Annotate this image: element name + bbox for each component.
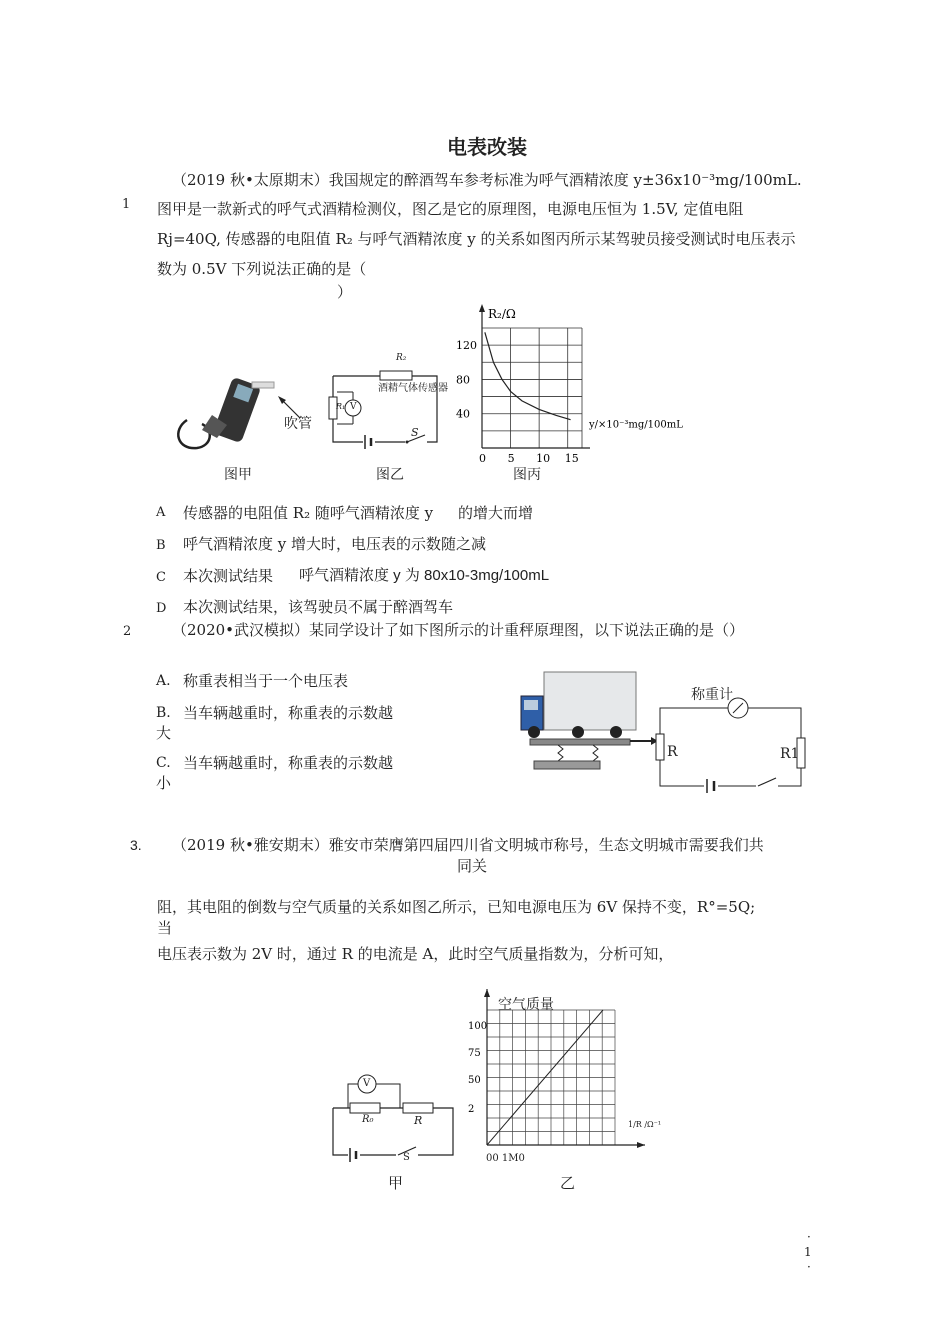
page-number: 1 — [804, 1245, 812, 1259]
switch-label: S — [403, 1152, 410, 1163]
option-d-text: 本次测试结果，该驾驶员不属于醉酒驾车 — [183, 598, 454, 616]
option-a-text: 传感器的电阻值 R₂ 随呼气酒精浓度 y — [183, 504, 434, 522]
y-tick-label: 50 — [468, 1075, 481, 1086]
spring — [593, 745, 598, 761]
q1-close-paren: ） — [337, 283, 353, 301]
y-tick-label: 120 — [456, 339, 477, 353]
r1-label: R1 — [780, 746, 800, 762]
graph-origin: 00 1M0 — [486, 1153, 525, 1164]
option-letter: B. — [156, 705, 171, 721]
q1-stem-line3: Rj=40Q, 传感器的电阻值 R₂ 与呼气酒精浓度 y 的关系如图丙所示某驾驶员接受测试时电压表示 — [157, 230, 796, 248]
fig-yi-caption: 乙 — [560, 1174, 576, 1192]
q3-stem-wrap: 同关 — [457, 857, 488, 875]
truck-wheel — [528, 726, 540, 738]
y-axis-arrow — [479, 304, 485, 312]
x-tick-label: 0 — [479, 452, 486, 465]
truck-wheel — [572, 726, 584, 738]
option-c-text: 本次测试结果 — [183, 567, 274, 585]
q2-option-c-text: 当车辆越重时，称重表的示数越 — [183, 754, 394, 772]
y-tick-label: 40 — [456, 407, 470, 421]
option-letter: C. — [156, 755, 171, 771]
option-letter: A — [156, 505, 166, 520]
spring — [558, 745, 563, 761]
scale-platform — [530, 739, 630, 745]
chart-r2-vs-concentration — [452, 300, 722, 465]
x-tick-label: 10 — [536, 452, 551, 465]
q3-line3: 电压表示数为 2V 时，通过 R 的电流是 A，此时空气质量指数为，分析可知， — [157, 945, 674, 963]
scale-base — [534, 761, 600, 769]
option-a-tail: 的增大而增 — [458, 504, 534, 522]
option-c-tail: 呼气酒精浓度 y 为 80x10-3mg/100mL — [299, 567, 550, 584]
q2-stem: （2020•武汉模拟）某同学设计了如下图所示的计重秤原理图，以下说法正确的是（） — [172, 621, 745, 639]
r0-label: R₀ — [362, 1114, 374, 1125]
question-number: 1 — [122, 197, 131, 212]
x-tick-label: 5 — [507, 452, 515, 465]
resistor-r0 — [350, 1103, 380, 1113]
y-tick-label: 100 — [468, 1021, 488, 1032]
truck-scale-figure — [518, 668, 808, 793]
r-label: R — [414, 1114, 423, 1127]
blow-tube-label: 吹管 — [284, 416, 312, 432]
fig-jia-caption: 甲 — [388, 1174, 404, 1192]
resistor-r — [656, 734, 664, 760]
q2-option-b-wrap: 大 — [156, 724, 172, 742]
graph-ylabel: 空气质量 — [498, 997, 554, 1013]
circuit-wire — [333, 1108, 453, 1155]
q2-option-a-text: 称重表相当于一个电压表 — [183, 672, 349, 690]
voltmeter-label: V — [363, 1078, 371, 1089]
option-letter: D — [156, 601, 167, 616]
switch-label: S — [411, 426, 419, 439]
x-axis-label: y/×10⁻³mg/100mL — [589, 419, 683, 431]
q1-stem-line2: 图甲是一款新式的呼气式酒精检测仪，图乙是它的原理图，电源电压恒为 1.5V, 定值电阻 — [157, 200, 744, 218]
q2-option-c-wrap: 小 — [156, 774, 172, 792]
q3-stem: （2019 秋•雅安期末）雅安市荣膺第四届四川省文明城市称号，生态文明城市需要我们共 — [172, 836, 764, 854]
graph-xlabel: 1/R /Ω⁻¹ — [628, 1120, 662, 1129]
lanyard — [178, 420, 210, 448]
option-letter: A. — [156, 673, 171, 689]
truck-wheel — [610, 726, 622, 738]
option-b-text: 呼气酒精浓度 y 增大时，电压表的示数随之减 — [183, 535, 487, 553]
y-tick-label: 2 — [468, 1104, 475, 1115]
truck-cargo-box — [544, 672, 636, 730]
fig-yi-caption: 图乙 — [376, 467, 404, 483]
r1-label: R₁ — [336, 402, 346, 411]
option-letter: B — [156, 538, 166, 553]
fig-jia-caption: 图甲 — [224, 467, 252, 483]
q3-line2: 阻，其电阻的倒数与空气质量的关系如图乙所示，已知电源电压为 6V 保持不变，R°=5Q; — [157, 898, 756, 916]
blow-tube — [252, 382, 274, 388]
fig-bing-caption: 图丙 — [513, 467, 541, 483]
y-axis-arrow — [484, 989, 490, 997]
q3-line2-wrap: 当 — [157, 919, 173, 937]
question-number: 3. — [130, 837, 142, 853]
voltmeter-label: V — [350, 402, 357, 412]
r2-label: R₂ — [396, 353, 407, 363]
y-tick-label: 80 — [456, 373, 470, 387]
x-axis-arrow — [637, 1142, 645, 1148]
y-axis-label: R₂/Ω — [488, 307, 516, 321]
y-tick-label: 75 — [468, 1048, 481, 1059]
q1-stem-line1: （2019 秋•太原期末）我国规定的醉酒驾车参考标准为呼气酒精浓度 y±36x10⁻³mg/100mL. — [172, 171, 802, 189]
option-letter: C — [156, 570, 166, 585]
meter-label: 称重计 — [691, 687, 733, 703]
q1-stem-line4: 数为 0.5V 下列说法正确的是（ — [157, 260, 367, 278]
question-number: 2 — [123, 624, 132, 639]
sensor-resistor-r — [403, 1103, 433, 1113]
x-tick-label: 15 — [564, 452, 579, 465]
q2-option-b-text: 当车辆越重时，称重表的示数越 — [183, 704, 394, 722]
page-title: 电表改装 — [447, 135, 527, 159]
circuit-figure-jia — [328, 1070, 458, 1165]
r-label: R — [667, 744, 678, 760]
sensor-label: 酒精气体传感器 — [378, 383, 448, 394]
